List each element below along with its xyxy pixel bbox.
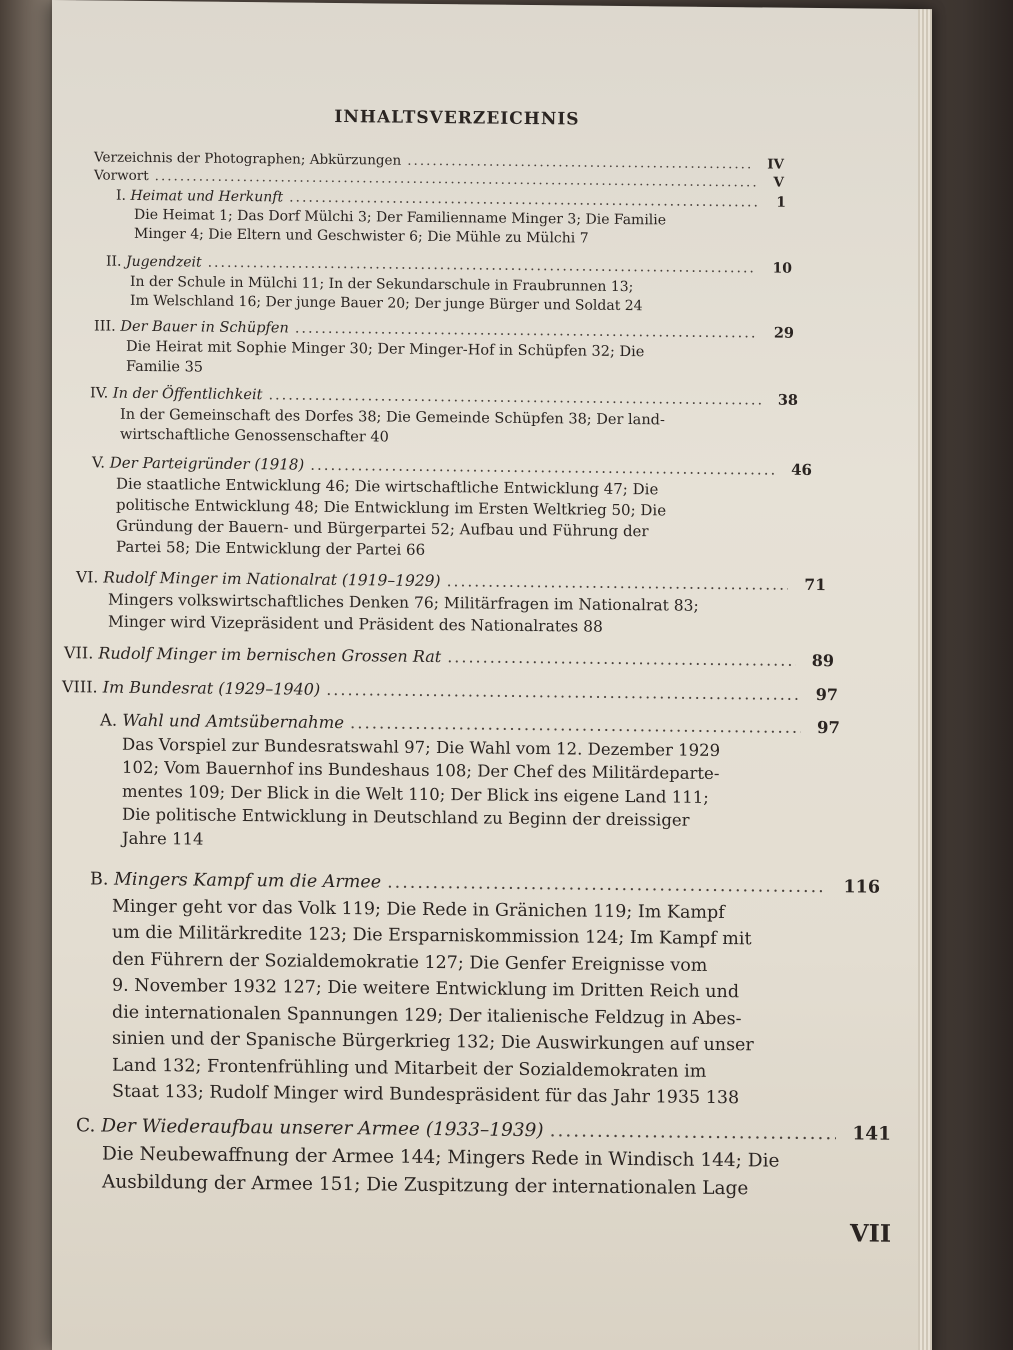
toc-subentries-line: Die Neubewaffnung der Armee 144; Mingers Rede in Windisch 144; Die bbox=[102, 1143, 780, 1172]
toc-subentries-line: den Führern der Sozialdemokratie 127; Die Genfer Ereignisse vom bbox=[112, 949, 708, 976]
toc-chapter-number: VII. bbox=[64, 643, 94, 663]
toc-subentries-line: Das Vorspiel zur Bundesratswahl 97; Die Wahl vom 12. Dezember 1929 bbox=[122, 734, 721, 760]
toc-page-number: 71 bbox=[804, 574, 826, 595]
toc-heading: Vorwort bbox=[94, 167, 149, 185]
toc-subentries-line: 9. November 1932 127; Die weitere Entwicklung im Dritten Reich und bbox=[112, 975, 740, 1003]
toc-chapter-number: II. bbox=[106, 253, 122, 270]
toc-chapter-number: V. bbox=[92, 453, 105, 472]
page-stack-edge bbox=[918, 9, 932, 1350]
toc-subentries-line: Die Heimat 1; Das Dorf Mülchi 3; Der Familienname Minger 3; Die Familie bbox=[134, 206, 667, 229]
toc-page-number: 89 bbox=[811, 650, 834, 671]
toc-entry-chapter-2 bbox=[106, 253, 792, 319]
toc-chapter-number: IV. bbox=[90, 385, 109, 402]
page-number-footer: VII bbox=[850, 1218, 892, 1248]
toc-page-number: 10 bbox=[772, 260, 792, 277]
toc-subentries-line: Familie 35 bbox=[126, 358, 204, 376]
toc-subentries-line: mentes 109; Der Blick in die Welt 110; Der Blick ins eigene Land 111; bbox=[122, 781, 709, 807]
toc-subentries-line: In der Gemeinschaft des Dorfes 38; Die Gemeinde Schüpfen 38; Der land- bbox=[120, 406, 665, 428]
toc-page-number: 116 bbox=[843, 877, 880, 898]
toc-page-number: 38 bbox=[777, 391, 798, 409]
book-page bbox=[52, 0, 932, 1350]
toc-heading: Im Bundesrat (1929–1940) bbox=[102, 677, 321, 699]
toc-section-letter: A. bbox=[100, 710, 118, 730]
toc-subentries-line: Gründung der Bauern- und Bürgerpartei 52; Aufbau und Führung der bbox=[116, 516, 649, 541]
toc-entry-section-b bbox=[90, 866, 880, 1113]
toc-chapter-number: III. bbox=[94, 318, 116, 335]
toc-entry-chapter-4 bbox=[90, 383, 798, 452]
toc-subentries-line: Jahre 114 bbox=[122, 828, 204, 849]
toc-heading: Heimat und Herkunft bbox=[130, 187, 284, 206]
toc-page-number: 46 bbox=[791, 460, 812, 479]
toc-page-number: 141 bbox=[852, 1123, 891, 1145]
toc-heading: In der Öffentlichkeit bbox=[112, 385, 263, 404]
toc-entry-chapter-3 bbox=[94, 316, 794, 383]
toc-heading: Der Wiederaufbau unserer Armee (1933–1939) bbox=[101, 1115, 544, 1142]
toc-section-letter: B. bbox=[90, 869, 109, 890]
toc-section-letter: C. bbox=[76, 1115, 96, 1137]
toc-subentries-line: Die politische Entwicklung in Deutschland zu Beginn der dreissiger bbox=[122, 804, 690, 830]
toc-subentries-line: Minger geht vor das Volk 119; Die Rede in Gränichen 119; Im Kampf bbox=[112, 896, 725, 923]
toc-subentries-line: Im Welschland 16; Der junge Bauer 20; Der junge Bürger und Soldat 24 bbox=[130, 292, 643, 315]
toc-entry-section-a bbox=[100, 709, 840, 858]
toc-subentries-line: Staat 133; Rudolf Minger wird Bundespräsident für das Jahr 1935 138 bbox=[112, 1081, 740, 1109]
toc-subentries-line: In der Schule in Mülchi 11; In der Sekundarschule in Fraubrunnen 13; bbox=[130, 273, 634, 295]
toc-page-number: 97 bbox=[815, 684, 838, 705]
page-title: INHALTSVERZEICHNIS bbox=[334, 106, 580, 130]
toc-subentries-line: sinien und der Spanische Bürgerkrieg 132; Die Auswirkungen auf unser bbox=[112, 1028, 754, 1056]
toc-chapter-number: VIII. bbox=[62, 677, 98, 697]
toc-subentries-line: um die Militärkredite 123; Die Ersparniskommission 124; Im Kampf mit bbox=[112, 922, 752, 950]
toc-subentries-line: wirtschaftliche Genossenschafter 40 bbox=[120, 426, 389, 446]
toc-entry-chapter-6 bbox=[76, 566, 826, 640]
toc-page-number: 97 bbox=[817, 718, 840, 738]
toc-heading: Rudolf Minger im Nationalrat (1919–1929) bbox=[103, 568, 441, 591]
toc-subentries-line: politische Entwicklung 48; Die Entwicklung im Ersten Weltkrieg 50; Die bbox=[116, 495, 667, 520]
toc-subentries-line: Minger 4; Die Eltern und Geschwister 6; Die Mühle zu Mülchi 7 bbox=[134, 225, 589, 247]
toc-entry-chapter-7 bbox=[64, 642, 834, 672]
toc-page-number: IV bbox=[767, 156, 784, 173]
toc-page-number: V bbox=[773, 174, 784, 191]
toc-subentries-line: die internationalen Spannungen 129; Der italienische Feldzug in Abes- bbox=[112, 1002, 742, 1029]
toc-page-number: 1 bbox=[776, 194, 786, 211]
toc-heading: Jugendzeit bbox=[125, 253, 202, 271]
toc-heading: Verzeichnis der Photographen; Abkürzungen bbox=[94, 149, 402, 169]
toc-chapter-number: I. bbox=[116, 187, 126, 204]
toc-entry-section-c bbox=[76, 1112, 891, 1205]
toc-entry-chapter-8 bbox=[62, 676, 838, 706]
toc-subentries-line: Land 132; Frontenfrühling und Mitarbeit der Sozialdemokraten im bbox=[112, 1055, 707, 1082]
toc-entry-chapter-5 bbox=[92, 452, 812, 565]
toc-heading: Der Bauer in Schüpfen bbox=[120, 318, 289, 337]
toc-subentries-line: Minger wird Vizepräsident und Präsident des Nationalrates 88 bbox=[108, 612, 603, 636]
toc-subentries-line: Partei 58; Die Entwicklung der Partei 66 bbox=[116, 537, 426, 559]
toc-heading: Wahl und Amtsübernahme bbox=[122, 710, 344, 733]
toc-subentries-line: 102; Vom Bauernhof ins Bundeshaus 108; Der Chef des Militärdeparte- bbox=[122, 757, 720, 783]
toc-chapter-number: VI. bbox=[76, 568, 99, 587]
toc-entry-chapter-1 bbox=[116, 187, 786, 251]
toc-heading: Rudolf Minger im bernischen Grossen Rat bbox=[98, 643, 442, 667]
toc-page-number: 29 bbox=[773, 324, 794, 342]
toc-heading: Mingers Kampf um die Armee bbox=[114, 869, 382, 893]
toc-subentries-line: Die Heirat mit Sophie Minger 30; Der Minger-Hof in Schüpfen 32; Die bbox=[126, 338, 645, 361]
toc-heading: Der Parteigründer (1918) bbox=[109, 453, 305, 474]
toc-subentries-line: Ausbildung der Armee 151; Die Zuspitzung der internationalen Lage bbox=[102, 1171, 749, 1200]
toc-subentries-line: Die staatliche Entwicklung 46; Die wirtschaftliche Entwicklung 47; Die bbox=[116, 474, 659, 499]
toc-subentries-line: Mingers volkswirtschaftliches Denken 76; Militärfragen im Nationalrat 83; bbox=[108, 590, 699, 615]
